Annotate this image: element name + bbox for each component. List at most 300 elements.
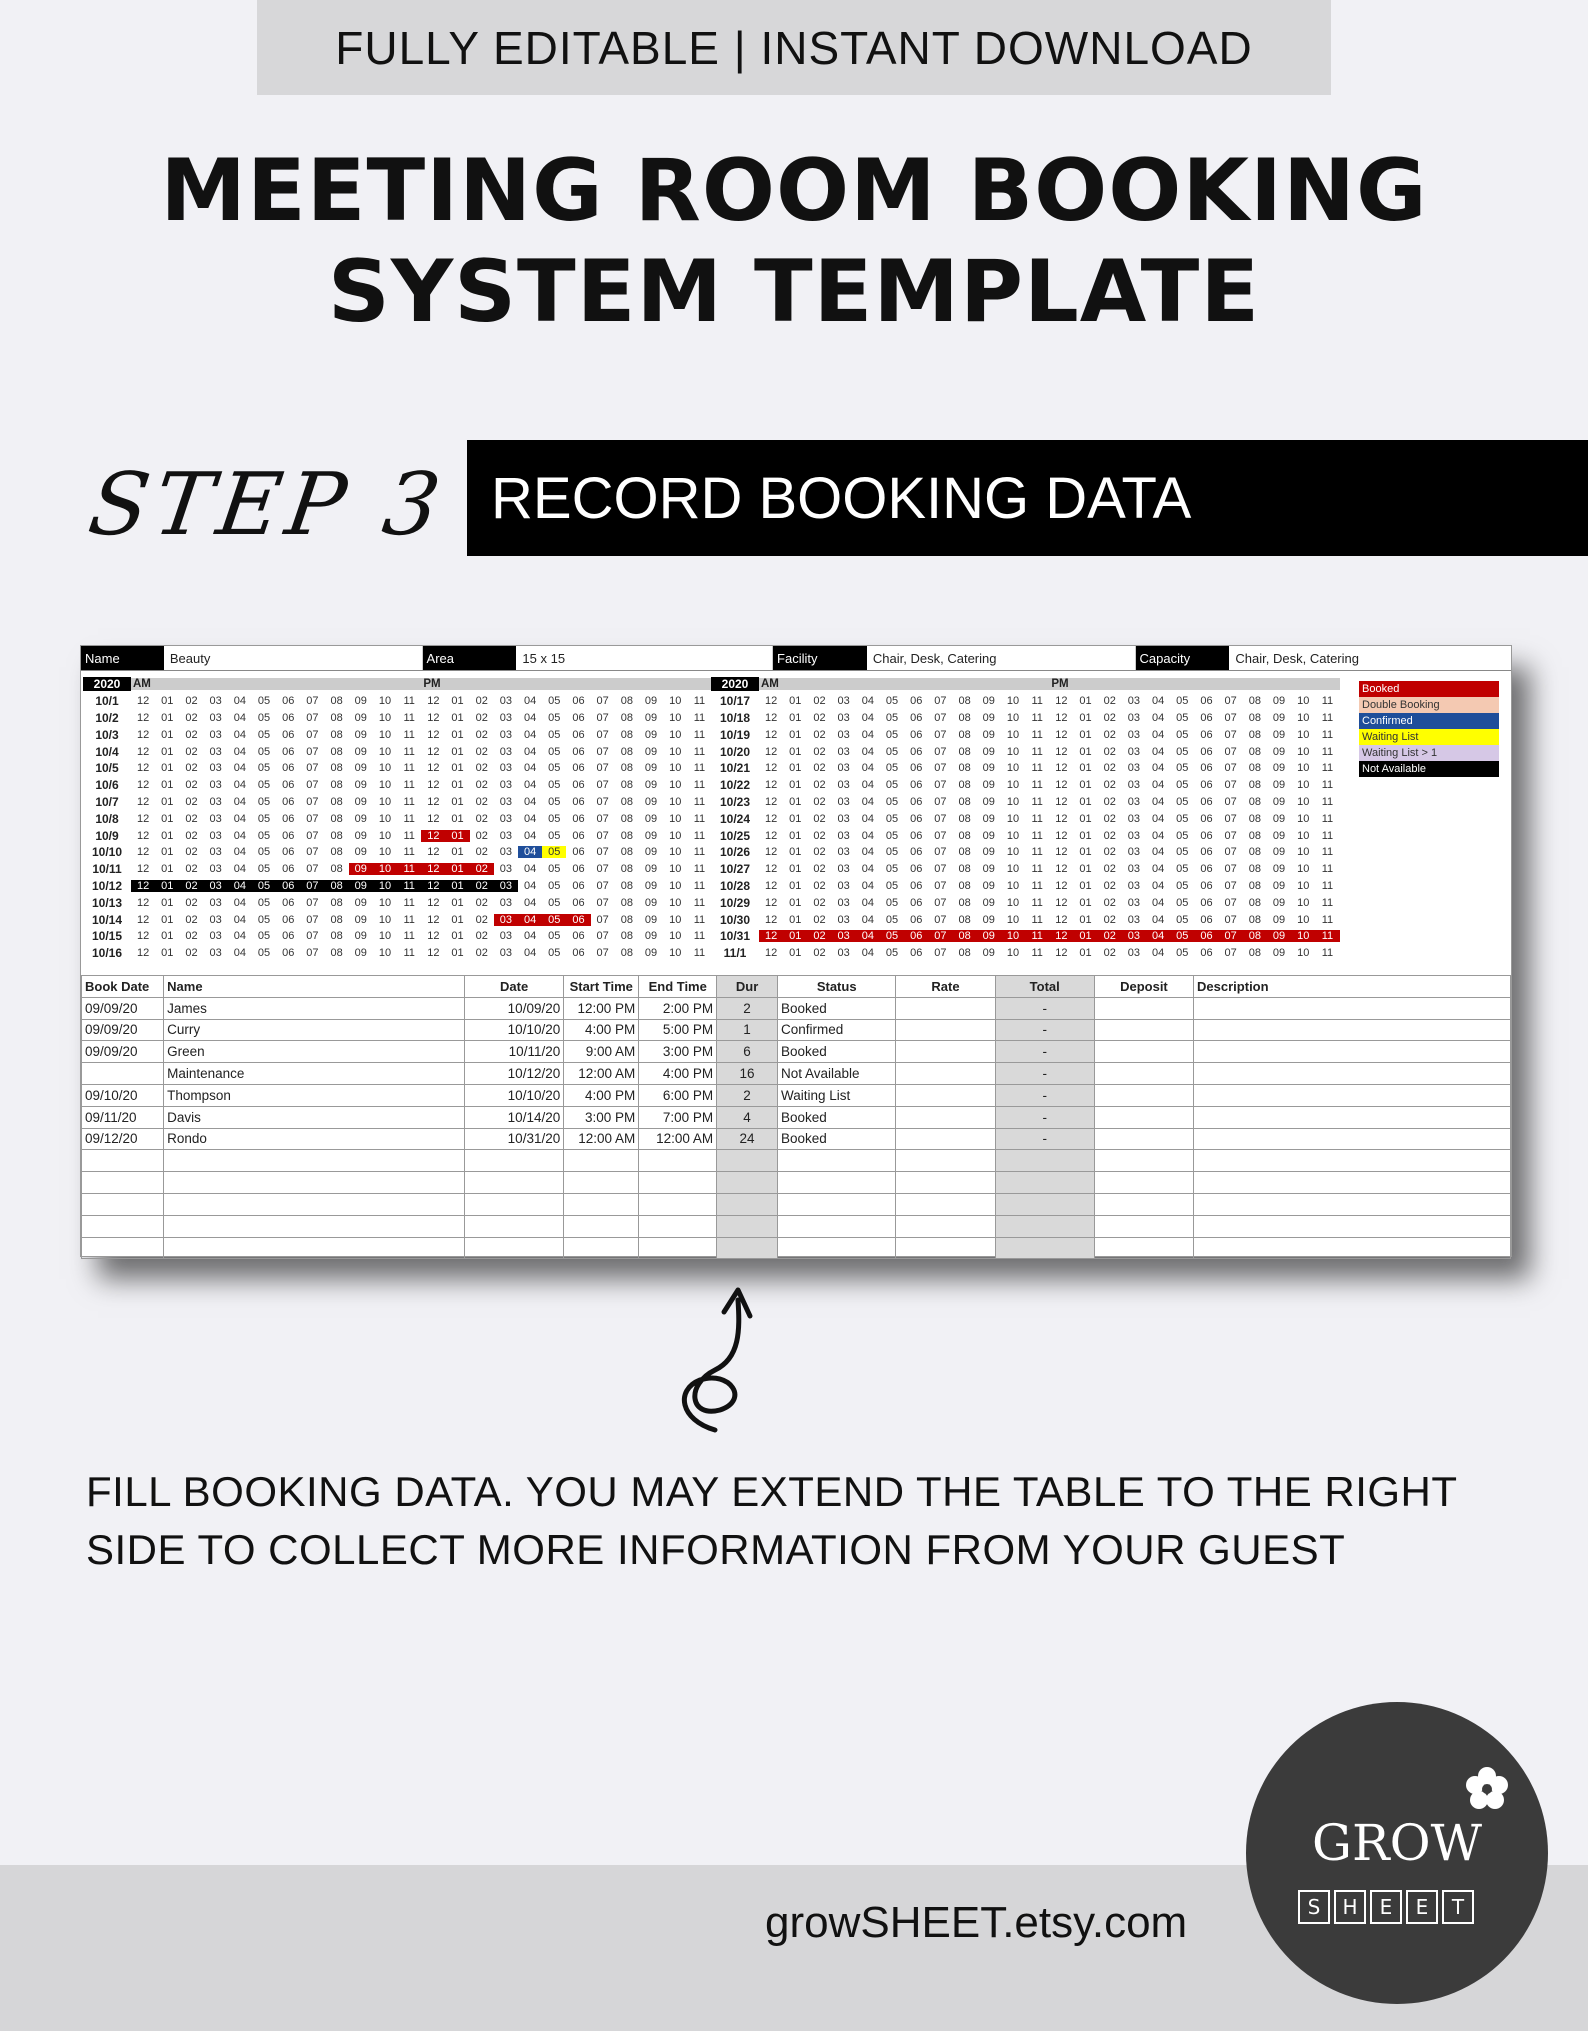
hour-cell[interactable]: 02 [185,913,198,926]
hour-cell[interactable]: 12 [764,879,778,892]
hour-cell[interactable]: 08 [1248,728,1261,741]
hour-cell[interactable]: 02 [813,762,826,775]
hour-cell[interactable]: 10 [1006,779,1020,792]
table-cell[interactable]: 7:00 PM [639,1106,717,1128]
hour-cell[interactable]: 10 [669,812,682,825]
table-row[interactable] [82,997,1511,1019]
table-cell[interactable] [639,1193,717,1215]
hour-cell[interactable]: 11 [403,728,415,741]
table-cell[interactable] [995,1172,1094,1194]
hour-cell[interactable]: 10 [669,846,682,859]
hour-cell[interactable]: 03 [1127,795,1141,808]
hour-cell[interactable]: 08 [620,795,633,808]
hour-cell[interactable]: 11 [693,779,706,792]
table-cell[interactable] [896,1128,995,1150]
hour-cell[interactable]: 04 [233,762,246,775]
hour-cell[interactable]: 08 [953,930,977,942]
hour-cell[interactable]: 10 [1297,695,1310,708]
hour-cell[interactable]: 02 [475,812,488,825]
hour-cell[interactable]: 07 [1224,947,1237,960]
hour-cell[interactable]: 07 [306,846,319,859]
hour-cell[interactable]: 03 [837,846,850,859]
hour-cell[interactable]: 09 [354,947,367,960]
hour-cell[interactable]: 01 [789,762,802,775]
hour-cell[interactable]: 03 [499,947,513,960]
hour-cell[interactable]: 02 [813,745,826,758]
hour-cell[interactable]: 03 [1127,779,1141,792]
hour-cell[interactable]: 10 [1006,728,1020,741]
hour-cell[interactable]: 08 [1248,829,1261,842]
hour-cell[interactable]: 12 [136,930,150,943]
hour-cell[interactable]: 03 [1122,930,1146,942]
table-cell[interactable]: Rondo [164,1128,465,1150]
hour-cell[interactable]: 03 [209,812,222,825]
hour-cell[interactable]: 12 [136,695,150,708]
table-cell[interactable]: 09/09/20 [82,1041,164,1063]
hour-cell[interactable]: 05 [885,947,899,960]
table-cell[interactable]: Waiting List [777,1084,895,1106]
hour-cell[interactable]: 04 [1151,829,1165,842]
hour-cell[interactable]: 10 [1006,812,1020,825]
hour-cell[interactable]: 10 [378,728,392,741]
hour-cell[interactable]: 09 [644,846,658,859]
hour-cell[interactable]: 04 [523,762,537,775]
hour-cell[interactable]: 09 [349,880,373,892]
hour-cell[interactable]: 09 [982,913,995,926]
hour-cell[interactable]: 01 [1079,711,1092,724]
hour-cell[interactable]: 06 [1200,879,1213,892]
table-cell[interactable] [1194,1019,1511,1041]
table-cell[interactable]: 6:00 PM [639,1084,717,1106]
table-cell[interactable] [564,1172,639,1194]
hour-cell[interactable]: 11 [1321,795,1334,808]
hour-cell[interactable]: 09 [1272,947,1286,960]
hour-cell[interactable]: 11 [693,846,706,859]
hour-cell[interactable]: 03 [499,762,513,775]
table-cell[interactable] [777,1172,895,1194]
hour-cell[interactable]: 07 [596,711,609,724]
hour-cell[interactable]: 01 [451,795,464,808]
hour-cell[interactable]: 06 [1200,913,1213,926]
hour-cell[interactable]: 10 [378,913,392,926]
hour-cell[interactable]: 06 [910,711,923,724]
hour-cell[interactable]: 09 [1272,795,1286,808]
hour-cell[interactable]: 06 [1194,930,1218,942]
hour-cell[interactable]: 02 [1103,896,1116,909]
hour-cell[interactable]: 02 [185,846,198,859]
hour-cell[interactable]: 03 [494,914,518,926]
hour-cell[interactable]: 06 [910,745,923,758]
hour-cell[interactable]: 07 [1224,728,1237,741]
hour-cell[interactable]: 12 [764,745,778,758]
hour-cell[interactable]: 12 [1055,728,1068,741]
hour-cell[interactable]: 07 [1224,896,1237,909]
table-cell[interactable]: 10/09/20 [465,997,564,1019]
hour-cell[interactable]: 09 [354,795,367,808]
hour-cell[interactable]: 10 [669,913,682,926]
table-cell[interactable] [896,1041,995,1063]
hour-cell[interactable]: 05 [1176,896,1189,909]
hour-cell[interactable]: 03 [1127,879,1141,892]
table-row[interactable] [82,1106,1511,1128]
hour-cell[interactable]: 04 [233,863,246,876]
hour-cell[interactable]: 05 [257,795,271,808]
hour-cell[interactable]: 02 [813,947,826,960]
hour-cell[interactable]: 12 [136,812,150,825]
hour-cell[interactable]: 06 [910,879,923,892]
hour-cell[interactable]: 08 [1248,695,1261,708]
hour-cell[interactable]: 04 [523,728,537,741]
hour-cell[interactable]: 09 [354,779,367,792]
hour-cell[interactable]: 11 [1321,947,1334,960]
hour-cell[interactable]: 10 [1001,930,1025,942]
hour-cell[interactable]: 12 [764,695,778,708]
hour-cell[interactable]: 05 [257,728,271,741]
hour-cell[interactable]: 03 [837,779,850,792]
hour-cell[interactable]: 12 [136,711,150,724]
hour-cell[interactable]: 03 [209,695,222,708]
hour-cell[interactable]: 08 [620,695,633,708]
hour-cell[interactable]: 07 [934,812,947,825]
hour-cell[interactable]: 07 [934,829,947,842]
table-cell[interactable]: Booked [777,997,895,1019]
hour-cell[interactable]: 03 [499,829,513,842]
hour-cell[interactable]: 01 [1079,913,1092,926]
hour-cell[interactable]: 11 [1321,728,1334,741]
hour-cell[interactable]: 08 [620,863,633,876]
hour-cell[interactable]: 09 [354,728,367,741]
hour-cell[interactable]: 02 [1103,795,1116,808]
hour-cell[interactable]: 12 [1055,711,1068,724]
hour-cell[interactable]: 03 [209,846,222,859]
hour-cell[interactable]: 07 [1224,695,1237,708]
hour-cell[interactable]: 02 [185,947,198,960]
hour-cell[interactable]: 08 [958,728,971,741]
hour-cell[interactable]: 01 [1079,846,1092,859]
hour-cell[interactable]: 03 [209,896,222,909]
hour-cell[interactable]: 02 [813,829,826,842]
hour-cell[interactable]: 02 [813,711,826,724]
hour-cell[interactable]: 12 [764,896,778,909]
hour-cell[interactable]: 11 [1321,779,1334,792]
hour-cell[interactable]: 05 [1176,829,1189,842]
hour-cell[interactable]: 03 [499,728,513,741]
hour-cell[interactable]: 11 [1031,829,1043,842]
hour-cell[interactable]: 07 [596,930,609,943]
hour-cell[interactable]: 02 [1103,879,1116,892]
hour-cell[interactable]: 01 [1079,863,1092,876]
table-cell[interactable]: - [995,1084,1094,1106]
hour-cell[interactable]: 06 [276,880,300,892]
hour-cell[interactable]: 10 [1297,711,1310,724]
hour-cell[interactable]: 05 [1176,812,1189,825]
hour-cell[interactable]: 12 [1055,863,1068,876]
hour-cell[interactable]: 05 [257,930,271,943]
hour-cell[interactable]: 01 [161,812,174,825]
table-cell[interactable]: 4:00 PM [564,1019,639,1041]
hour-cell[interactable]: 02 [1098,930,1122,942]
hour-cell[interactable]: 04 [1151,762,1165,775]
hour-cell[interactable]: 09 [644,745,658,758]
hour-cell[interactable]: 12 [131,880,155,892]
hour-cell[interactable]: 02 [185,795,198,808]
table-cell[interactable] [717,1215,778,1237]
hour-cell[interactable]: 02 [475,728,488,741]
table-row[interactable] [82,1215,1511,1237]
hour-cell[interactable]: 03 [494,880,518,892]
hour-cell[interactable]: 02 [475,829,488,842]
hour-cell[interactable]: 04 [861,812,874,825]
table-cell[interactable] [777,1215,895,1237]
hour-cell[interactable]: 10 [669,863,682,876]
hour-cell[interactable]: 10 [378,695,392,708]
hour-cell[interactable]: 08 [1248,913,1261,926]
table-cell[interactable] [1094,1041,1193,1063]
hour-cell[interactable]: 05 [548,711,561,724]
hour-cell[interactable]: 01 [789,896,802,909]
hour-cell[interactable]: 04 [861,795,874,808]
hour-cell[interactable]: 06 [1200,728,1213,741]
hour-cell[interactable]: 12 [427,947,440,960]
table-cell[interactable] [1194,1106,1511,1128]
hour-cell[interactable]: 02 [475,896,488,909]
hour-cell[interactable]: 11 [403,762,415,775]
table-cell[interactable]: 4:00 PM [639,1063,717,1085]
hour-cell[interactable]: 03 [209,711,222,724]
hour-cell[interactable]: 10 [378,745,392,758]
hour-cell[interactable]: 07 [934,695,947,708]
hour-cell[interactable]: 10 [669,745,682,758]
hour-cell[interactable]: 07 [934,762,947,775]
hour-cell[interactable]: 02 [807,930,831,942]
hour-cell[interactable]: 04 [523,711,537,724]
hour-cell[interactable]: 08 [330,896,343,909]
hour-cell[interactable]: 03 [837,711,850,724]
hour-cell[interactable]: 02 [1103,728,1116,741]
hour-cell[interactable]: 10 [1006,863,1020,876]
hour-cell[interactable]: 01 [451,762,464,775]
hour-cell[interactable]: 06 [282,947,295,960]
table-cell[interactable] [995,1237,1094,1259]
hour-cell[interactable]: 03 [209,779,222,792]
hour-cell[interactable]: 11 [403,846,415,859]
hour-cell[interactable]: 04 [523,779,537,792]
hour-cell[interactable]: 05 [548,829,561,842]
hour-cell[interactable]: 12 [764,795,778,808]
table-cell[interactable] [995,1150,1094,1172]
hour-cell[interactable]: 11 [1321,863,1334,876]
hour-cell[interactable]: 04 [233,695,246,708]
hour-cell[interactable]: 03 [499,795,513,808]
hour-cell[interactable]: 12 [421,863,445,875]
hour-cell[interactable]: 08 [620,879,633,892]
table-cell[interactable]: 4 [717,1106,778,1128]
hour-cell[interactable]: 02 [185,728,198,741]
hour-cell[interactable]: 09 [644,795,658,808]
hour-cell[interactable]: 08 [1248,863,1261,876]
hour-cell[interactable]: 12 [427,728,440,741]
hour-cell[interactable]: 08 [330,930,343,943]
hour-cell[interactable]: 09 [982,695,995,708]
hour-cell[interactable]: 04 [228,880,252,892]
hour-cell[interactable]: 03 [837,795,850,808]
table-cell[interactable]: Thompson [164,1084,465,1106]
table-cell[interactable] [639,1150,717,1172]
table-cell[interactable]: 12:00 PM [564,997,639,1019]
hour-cell[interactable]: 10 [1297,947,1310,960]
hour-cell[interactable]: 02 [185,863,198,876]
table-cell[interactable] [564,1150,639,1172]
hour-cell[interactable]: 05 [257,829,271,842]
hour-cell[interactable]: 04 [523,695,537,708]
table-cell[interactable] [82,1215,164,1237]
table-cell[interactable] [896,997,995,1019]
hour-cell[interactable]: 09 [982,779,995,792]
hour-cell[interactable]: 11 [693,879,706,892]
hour-cell[interactable]: 11 [1031,879,1043,892]
shop-url[interactable]: growSHEET.etsy.com [765,1898,1188,1947]
table-cell[interactable]: 10/11/20 [465,1041,564,1063]
hour-cell[interactable]: 02 [813,879,826,892]
hour-cell[interactable]: 09 [644,829,658,842]
hour-cell[interactable]: 04 [861,846,874,859]
hour-cell[interactable]: 07 [596,762,609,775]
hour-cell[interactable]: 08 [958,879,971,892]
table-cell[interactable]: - [995,1106,1094,1128]
hour-cell[interactable]: 05 [257,896,271,909]
hour-cell[interactable]: 09 [982,812,995,825]
hour-cell[interactable]: 09 [1272,779,1286,792]
hour-cell[interactable]: 06 [1200,863,1213,876]
table-cell[interactable]: Not Available [777,1063,895,1085]
hour-cell[interactable]: 01 [161,779,174,792]
hour-cell[interactable]: 07 [306,745,319,758]
hour-cell[interactable]: 01 [789,913,802,926]
hour-cell[interactable]: 02 [1103,762,1116,775]
hour-cell[interactable]: 04 [1151,745,1165,758]
hour-cell[interactable]: 06 [282,829,295,842]
hour-cell[interactable]: 12 [136,863,150,876]
hour-cell[interactable]: 10 [1297,863,1310,876]
table-cell[interactable] [896,1172,995,1194]
hour-cell[interactable]: 06 [1200,829,1213,842]
hour-cell[interactable]: 02 [185,779,198,792]
hour-cell[interactable]: 11 [1031,795,1043,808]
hour-cell[interactable]: 03 [1127,846,1141,859]
table-cell[interactable] [1094,1172,1193,1194]
hour-cell[interactable]: 10 [378,947,392,960]
hour-cell[interactable]: 10 [378,829,392,842]
hour-cell[interactable]: 08 [620,745,633,758]
hour-cell[interactable]: 01 [789,829,802,842]
hour-cell[interactable]: 03 [209,913,222,926]
hour-cell[interactable]: 03 [837,879,850,892]
hour-cell[interactable]: 05 [252,880,276,892]
hour-cell[interactable]: 04 [1151,812,1165,825]
hour-cell[interactable]: 02 [813,695,826,708]
hour-cell[interactable]: 12 [764,863,778,876]
hour-cell[interactable]: 11 [403,913,415,926]
hour-cell[interactable]: 07 [1224,779,1237,792]
hour-cell[interactable]: 06 [910,913,923,926]
hour-cell[interactable]: 11 [1321,762,1334,775]
hour-cell[interactable]: 12 [136,947,150,960]
hour-cell[interactable]: 09 [644,812,658,825]
hour-cell[interactable]: 07 [1224,812,1237,825]
hour-cell[interactable]: 06 [910,863,923,876]
hour-cell[interactable]: 06 [282,728,295,741]
hour-cell[interactable]: 04 [523,896,537,909]
hour-cell[interactable]: 09 [644,913,658,926]
hour-cell[interactable]: 06 [910,728,923,741]
hour-cell[interactable]: 06 [910,829,923,842]
hour-cell[interactable]: 09 [1272,695,1286,708]
hour-cell[interactable]: 01 [451,812,464,825]
table-cell[interactable] [1194,1084,1511,1106]
hour-cell[interactable]: 08 [620,947,633,960]
hour-cell[interactable]: 12 [427,711,440,724]
hour-cell[interactable]: 06 [910,795,923,808]
hour-cell[interactable]: 04 [233,947,246,960]
hour-cell[interactable]: 07 [1224,745,1237,758]
table-cell[interactable]: Curry [164,1019,465,1041]
hour-cell[interactable]: 07 [596,896,609,909]
hour-cell[interactable]: 03 [499,745,513,758]
hour-cell[interactable]: 08 [620,728,633,741]
hour-cell[interactable]: 02 [1103,812,1116,825]
hour-cell[interactable]: 09 [354,913,367,926]
hour-cell[interactable]: 03 [1127,762,1141,775]
hour-cell[interactable]: 02 [470,880,494,892]
table-cell[interactable]: 2 [717,1084,778,1106]
hour-cell[interactable]: 11 [693,947,706,960]
hour-cell[interactable]: 04 [861,711,874,724]
hour-cell[interactable]: 11 [693,695,706,708]
hour-cell[interactable]: 06 [1200,795,1213,808]
hour-cell[interactable]: 03 [832,930,856,942]
hour-cell[interactable]: 06 [282,863,295,876]
hour-cell[interactable]: 07 [1224,711,1237,724]
hour-cell[interactable]: 07 [596,779,609,792]
table-cell[interactable] [1094,1019,1193,1041]
hour-cell[interactable]: 11 [1321,879,1334,892]
hour-cell[interactable]: 06 [566,914,590,926]
hour-cell[interactable]: 07 [306,711,319,724]
hour-cell[interactable]: 05 [885,812,899,825]
hour-cell[interactable]: 12 [427,846,440,859]
hour-cell[interactable]: 02 [185,695,198,708]
hour-cell[interactable]: 04 [523,930,537,943]
table-cell[interactable]: - [995,997,1094,1019]
hour-cell[interactable]: 04 [233,829,246,842]
hour-cell[interactable]: 02 [1103,846,1116,859]
hour-cell[interactable]: 08 [1248,846,1261,859]
table-cell[interactable] [1094,1193,1193,1215]
table-cell[interactable] [1094,1237,1193,1259]
hour-cell[interactable]: 06 [282,930,295,943]
hour-cell[interactable]: 05 [885,762,899,775]
hour-cell[interactable]: 08 [1248,745,1261,758]
hour-cell[interactable]: 05 [257,762,271,775]
hour-cell[interactable]: 08 [620,896,633,909]
hour-cell[interactable]: 07 [306,930,319,943]
hour-cell[interactable]: 10 [1297,846,1310,859]
table-row[interactable] [82,1193,1511,1215]
hour-cell[interactable]: 02 [1103,913,1116,926]
table-cell[interactable] [82,1172,164,1194]
hour-cell[interactable]: 05 [885,896,899,909]
hour-cell[interactable]: 11 [693,913,706,926]
